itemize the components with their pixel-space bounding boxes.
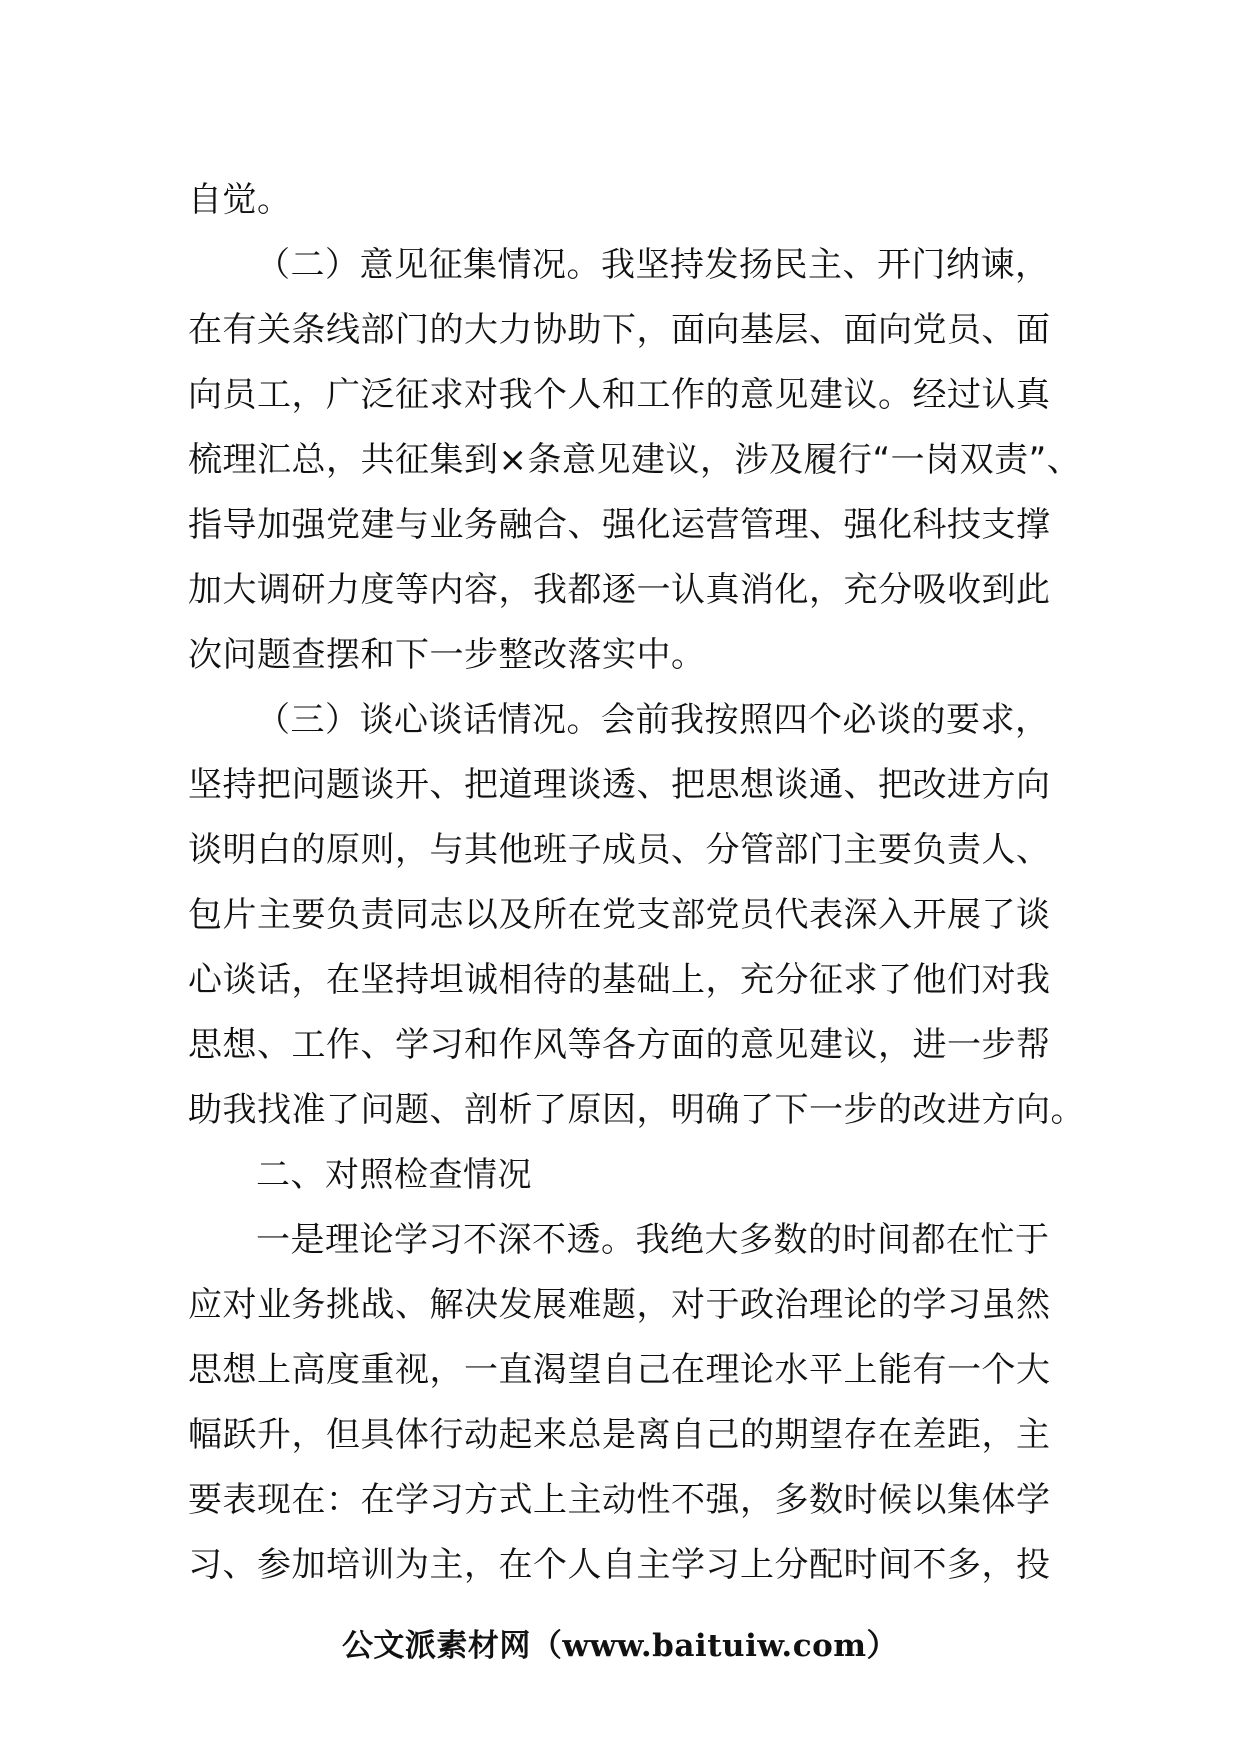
text-line: 坚持把问题谈开、把道理谈透、把思想谈通、把改进方向 — [188, 765, 1051, 805]
text-line: 心谈话，在坚持坦诚相待的基础上，充分征求了他们对我 — [188, 960, 1051, 1000]
text-line: 要表现在：在学习方式上主动性不强，多数时候以集体学 — [188, 1480, 1051, 1520]
text-line: 加大调研力度等内容，我都逐一认真消化，充分吸收到此 — [188, 570, 1051, 610]
text-line: 向员工，广泛征求对我个人和工作的意见建议。经过认真 — [188, 375, 1051, 415]
text-line: 谈明白的原则，与其他班子成员、分管部门主要负责人、 — [188, 830, 1051, 870]
text-line: 梳理汇总，共征集到×条意见建议，涉及履行“一岗双责”、 — [188, 440, 1082, 480]
text-line: 助我找准了问题、剖析了原因，明确了下一步的改进方向。 — [188, 1090, 1085, 1130]
text-line: 自觉。 — [188, 180, 292, 220]
text-line: 思想、工作、学习和作风等各方面的意见建议，进一步帮 — [188, 1025, 1051, 1065]
footer-watermark-text: 公文派素材网（www.baituiw.com） — [341, 1628, 899, 1664]
text-line: 次问题查摆和下一步整改落实中。 — [188, 635, 706, 675]
paragraph-heading-opinion-collection: （二）意见征集情况。我坚持发扬民主、开门纳谏， — [256, 245, 1050, 285]
text-line: 幅跃升，但具体行动起来总是离自己的期望存在差距，主 — [188, 1415, 1051, 1455]
text-line: 习、参加培训为主，在个人自主学习上分配时间不多，投 — [188, 1545, 1051, 1585]
text-line: 包片主要负责同志以及所在党支部党员代表深入开展了谈 — [188, 895, 1051, 935]
text-line: 思想上高度重视，一直渴望自己在理论水平上能有一个大 — [188, 1350, 1051, 1390]
text-line: 指导加强党建与业务融合、强化运营管理、强化科技支撑 — [188, 505, 1051, 545]
paragraph-heading-theory-study: 一是理论学习不深不透。我绝大多数的时间都在忙于 — [256, 1220, 1050, 1260]
paragraph-heading-heart-to-heart-talks: （三）谈心谈话情况。会前我按照四个必谈的要求， — [256, 700, 1050, 740]
text-line: 在有关条线部门的大力协助下，面向基层、面向党员、面 — [188, 310, 1051, 350]
document-body — [188, 168, 1085, 1598]
section-heading-inspection: 二、对照检查情况 — [256, 1155, 532, 1195]
text-line: 应对业务挑战、解决发展难题，对于政治理论的学习虽然 — [188, 1285, 1051, 1325]
